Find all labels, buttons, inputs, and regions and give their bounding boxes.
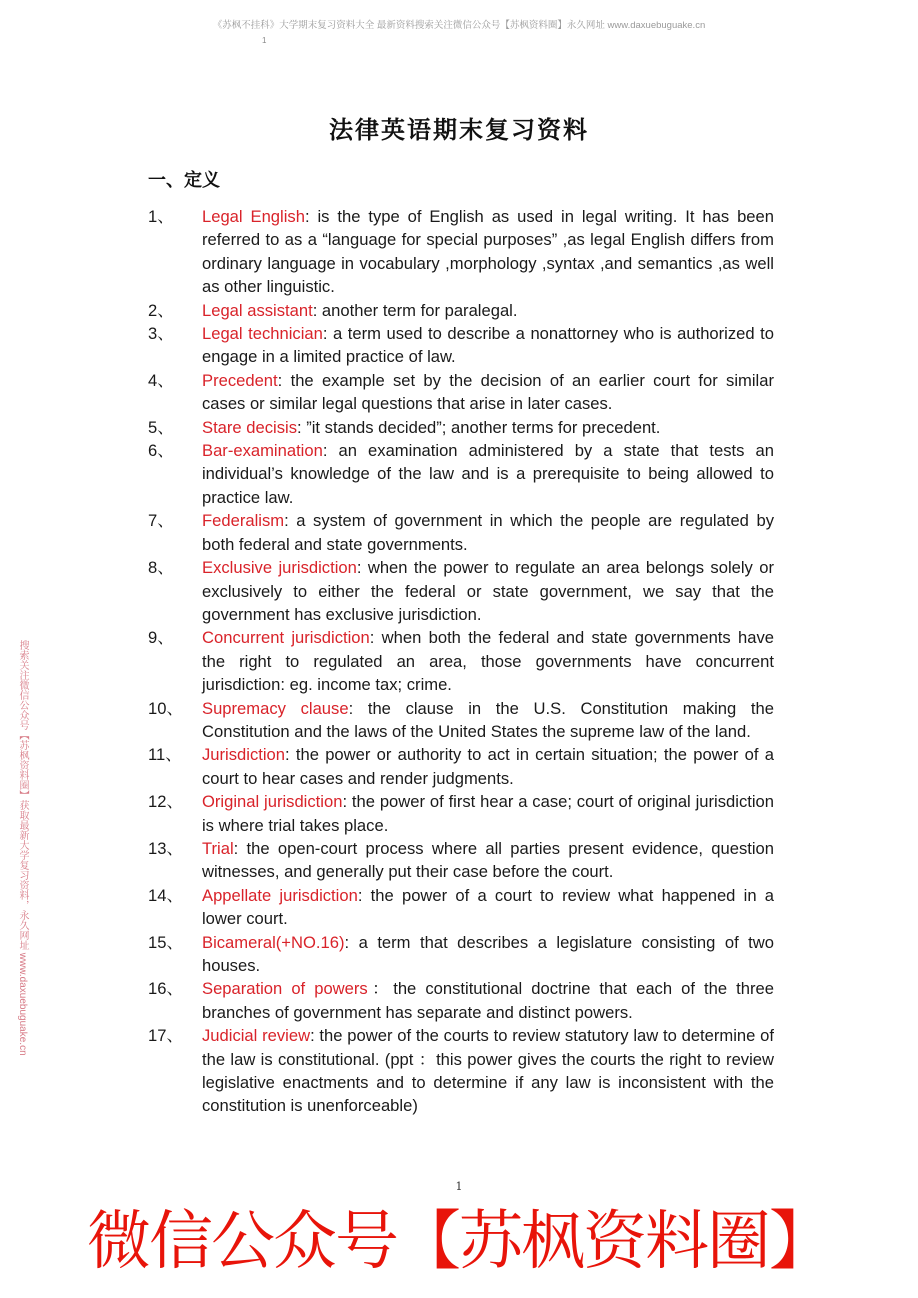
item-number: 6、: [148, 441, 174, 461]
item-number: 14、: [148, 885, 184, 905]
item-body: [202, 369, 774, 416]
item-body: [202, 205, 774, 299]
item-number: 15、: [148, 932, 184, 952]
item-body: [202, 626, 774, 696]
definition-item: [148, 1024, 774, 1118]
item-number: 1、: [148, 207, 174, 226]
item-term: Federalism: [202, 511, 285, 531]
item-term: Legal technician: [202, 324, 323, 344]
item-definition: : ”it stands decided”; another terms for precedent.: [297, 417, 661, 437]
item-term: Legal assistant: [202, 300, 313, 320]
item-number: 12、: [148, 792, 184, 812]
item-definition: : when both the federal and state governments have the right to regulated an area, those governments have concurrent jurisdiction: eg. income tax; crime.: [202, 628, 774, 695]
item-number: 10、: [148, 698, 184, 718]
item-definition: : the power of first hear a case; court of original jurisdiction is where trial takes place.: [202, 792, 774, 835]
item-term: Appellate jurisdiction: [202, 885, 358, 905]
item-body: [202, 509, 774, 556]
item-definition: : is the type of English as used in legal writing. It has been referred to as a “language for special purposes” ,as legal English differs from ordinary language in vocabulary ,morphology ,syntax ,and semantics ,as well as other linguistic.: [202, 207, 774, 297]
item-body: [202, 1024, 774, 1118]
item-number: 5、: [148, 417, 174, 437]
definition-item: [148, 977, 774, 1024]
item-definition: : the power of a court to review what happened in a lower court.: [202, 885, 775, 929]
item-definition: ：the constitutional doctrine that each of the three branches of government has separate and distinct powers.: [202, 979, 774, 1022]
item-number: 17、: [148, 1026, 184, 1046]
definition-item: [148, 299, 774, 322]
watermark: 微信公众号【苏枫资料圈】: [87, 1205, 831, 1279]
item-number: 11、: [148, 745, 182, 765]
item-number: 8、: [148, 558, 174, 578]
definition-item: [148, 416, 774, 439]
header-banner: 《苏枫不挂科》大学期末复习资料大全 最新资料搜索关注微信公众号【苏枫资料圈】永久网址 www.daxuebuguake.cn: [212, 20, 706, 31]
definition-item: [148, 697, 774, 744]
item-term: Trial: [202, 838, 234, 858]
item-definition: : the example set by the decision of an earlier court for similar cases or similar legal questions that arise in later cases.: [202, 370, 774, 414]
item-definition: : the power or authority to act in certain situation; the power of a court to hear cases and render judgments.: [202, 745, 774, 788]
item-definition: : the power of the courts to review statutory law to determine of the law is constitutional. (ppt ：this power gives the courts the right to review legislative enactments and to determine if any law is inconsistent with the constitution is unenforceable): [202, 1026, 774, 1116]
item-term: Bar-examination: [202, 441, 323, 461]
item-body: [202, 884, 774, 931]
definition-item: [148, 509, 774, 556]
item-term: Separation of powers: [202, 979, 368, 999]
item-term: Exclusive jurisdiction: [202, 558, 357, 578]
item-body: [202, 299, 774, 322]
item-term: Original jurisdiction: [202, 792, 343, 812]
section-heading: 一、定义: [148, 170, 220, 191]
definition-item: [148, 837, 774, 884]
item-body: [202, 416, 774, 439]
item-number: 4、: [148, 370, 174, 390]
item-body: [202, 977, 774, 1024]
definition-item: [148, 369, 774, 416]
item-definition: : when the power to regulate an area belongs solely or exclusively to either the federal or state government, we say that the government has exclusive jurisdiction.: [202, 558, 774, 624]
item-term: Stare decisis: [202, 417, 297, 437]
definition-item: [148, 322, 774, 369]
item-number: 9、: [148, 628, 174, 648]
item-number: 2、: [148, 300, 174, 320]
item-number: 3、: [148, 324, 174, 344]
item-term: Bicameral(+NO.16): [202, 932, 345, 952]
definition-item: [148, 790, 774, 837]
item-definition: : a term used to describe a nonattorney who is authorized to engage in a limited practice of law.: [202, 324, 774, 367]
item-definition: : the open-court process where all parties present evidence, question witnesses, and generally put their case before the court.: [202, 838, 774, 882]
item-term: Precedent: [202, 370, 278, 390]
definition-item: [148, 626, 774, 696]
item-body: [202, 931, 774, 978]
definition-list: [148, 205, 774, 1118]
header-mark: 1: [262, 36, 267, 45]
item-number: 13、: [148, 838, 184, 858]
side-watermark: 搜索关注微信公众号【苏枫资料圈】获取最新大学复习资料，永久网址 www.daxuebuguake.cn: [17, 640, 28, 1056]
item-definition: : an examination administered by a state that tests an individual’s knowledge of the law and is a prerequisite to being allowed to practice law.: [202, 441, 774, 507]
item-body: [202, 697, 774, 744]
item-body: [202, 556, 774, 626]
definition-item: [148, 439, 774, 509]
definition-item: [148, 884, 774, 931]
item-term: Judicial review: [202, 1026, 311, 1046]
item-definition: : another term for paralegal.: [312, 300, 518, 320]
definition-item: [148, 556, 774, 626]
item-body: [202, 439, 774, 509]
definition-item: [148, 205, 774, 299]
page-title: 法律英语期末复习资料: [329, 115, 589, 144]
item-term: Concurrent jurisdiction: [202, 628, 370, 648]
definition-item: [148, 743, 774, 790]
item-definition: : a system of government in which the people are regulated by both federal and state governments.: [202, 511, 774, 554]
item-definition: : a term that describes a legislature consisting of two houses.: [202, 932, 774, 975]
item-term: Supremacy clause: [202, 698, 349, 718]
item-body: [202, 790, 774, 837]
item-body: [202, 743, 774, 790]
page-number: 1: [455, 1180, 463, 1193]
item-term: Legal English: [202, 207, 305, 226]
item-number: 16、: [148, 979, 184, 999]
item-number: 7、: [148, 511, 174, 531]
item-body: [202, 837, 774, 884]
item-definition: : the clause in the U.S. Constitution making the Constitution and the laws of the United States the supreme law of the land.: [202, 698, 774, 741]
item-body: [202, 322, 774, 369]
definition-item: [148, 931, 774, 978]
item-term: Jurisdiction: [202, 745, 286, 765]
